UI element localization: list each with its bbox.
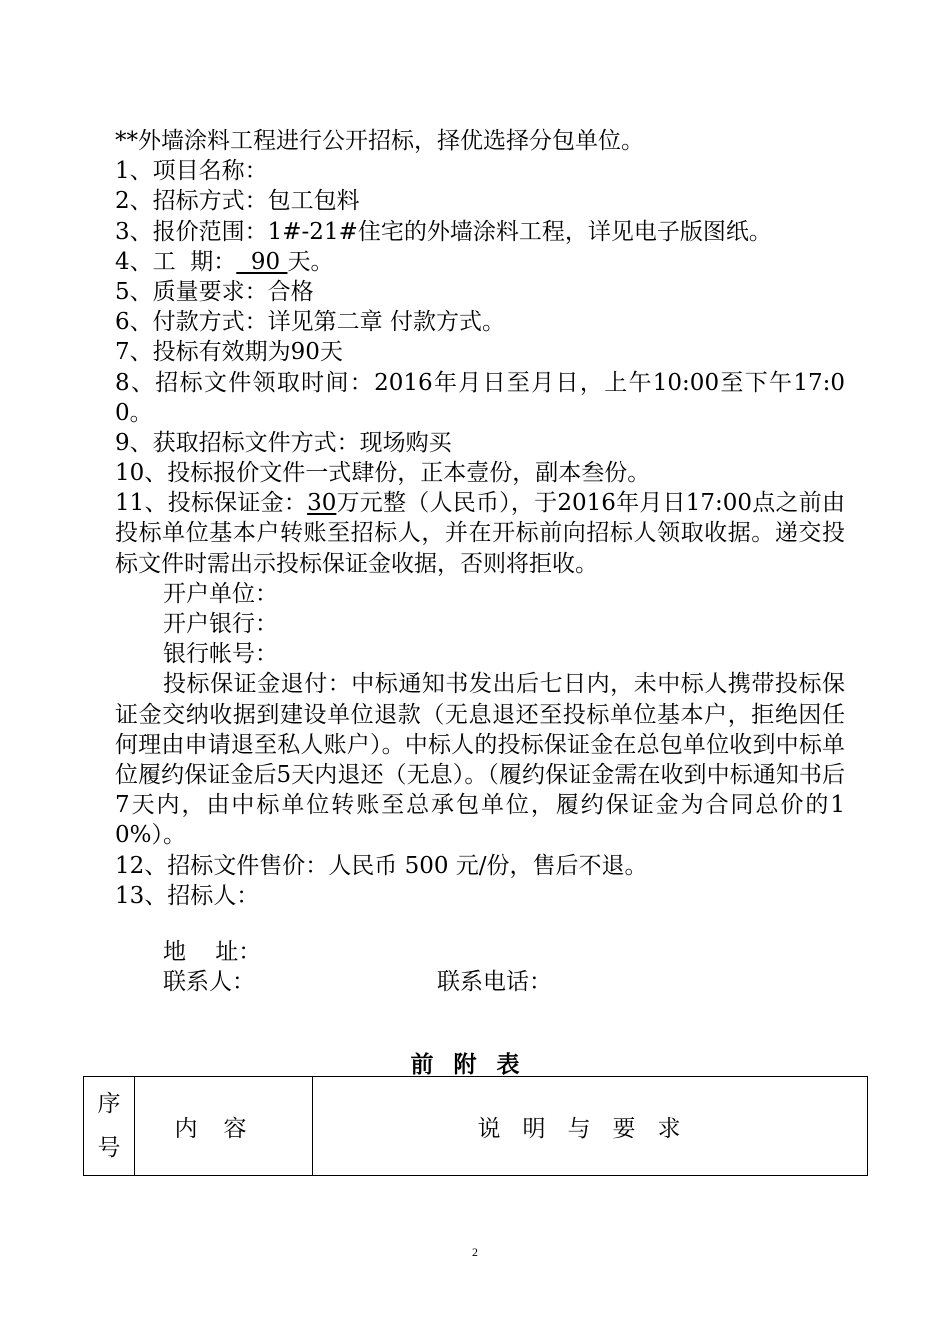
duration-unit: 天。 (287, 248, 334, 275)
item-copies: 10、投标报价文件一式肆份，正本壹份，副本叁份。 (115, 460, 651, 487)
bid-bond-refund: 投标保证金退付：中标通知书发出后七日内，未中标人携带投标保证金交纳收据到建设单位退款（无息退还至投标单位基本户，拒绝因任何理由申请退至私人账户）。中标人的投标保证金在总包单位收到中标单位履约保证金后5天内退还（无息）。（履约保证金需在收到中标通知书后7天内，由中标单位转账至总承包单位，履约保证金为合同总价的10%）。 (115, 671, 845, 849)
annex-title: 前附表 (410, 1051, 540, 1078)
item-project-name: 1、项目名称： (115, 158, 268, 185)
document-body (115, 126, 845, 997)
item-bid-bond (115, 488, 845, 579)
item-quality: 5、质量要求：合格 (115, 278, 314, 305)
bid-bond-label: 11、投标保证金： (115, 490, 308, 517)
item-document-price: 12、招标文件售价：人民币 500 元/份，售后不退。 (115, 852, 648, 879)
spacer (115, 911, 845, 937)
duration-value: 90 (236, 248, 288, 275)
item-document-pickup-time: 8、招标文件领取时间：2016年月日至月日，上午10:00至下午17:00。 (115, 369, 845, 426)
duration-label: 4、工 期： (115, 248, 237, 275)
annex-col-seq-top: 序 (97, 1091, 121, 1117)
item-validity: 7、投标有效期为90天 (115, 339, 343, 366)
annex-header-row (84, 1077, 868, 1176)
item-duration (115, 247, 845, 277)
annex-table (83, 1076, 868, 1176)
annex-col-seq (84, 1077, 135, 1176)
bid-bond-terms: 万元整（人民币），于2016年月日17:00点之前由投标单位基本户转账至招标人，并在开标前向招标人领取收据。递交投标文件时需出示投标保证金收据，否则将拒收。 (115, 490, 845, 577)
contact-line (115, 967, 845, 997)
bid-bond-amount: 30 (307, 490, 337, 517)
address-line: 地 址： (163, 939, 262, 966)
account-unit: 开户单位： (163, 580, 278, 607)
item-document-acquisition: 9、获取招标文件方式：现场购买 (115, 429, 452, 456)
item-payment: 6、付款方式：详见第二章 付款方式。 (115, 309, 505, 336)
intro-line: **外墙涂料工程进行公开招标，择优选择分包单位。 (115, 128, 644, 154)
account-number: 银行帐号： (163, 641, 278, 668)
contact-person: 联系人： (163, 969, 255, 996)
contact-phone: 联系电话： (437, 969, 552, 996)
item-tender-method: 2、招标方式：包工包料 (115, 188, 360, 215)
annex-col-seq-bottom: 号 (97, 1135, 121, 1161)
item-tenderer: 13、招标人： (115, 882, 260, 909)
annex-col-content: 内容 (135, 1077, 313, 1176)
item-quote-scope: 3、报价范围：1#-21#住宅的外墙涂料工程，详见电子版图纸。 (115, 218, 772, 245)
page-number: 2 (472, 1245, 478, 1259)
account-bank: 开户银行： (163, 611, 278, 638)
annex-col-description: 说明与要求 (313, 1077, 868, 1176)
